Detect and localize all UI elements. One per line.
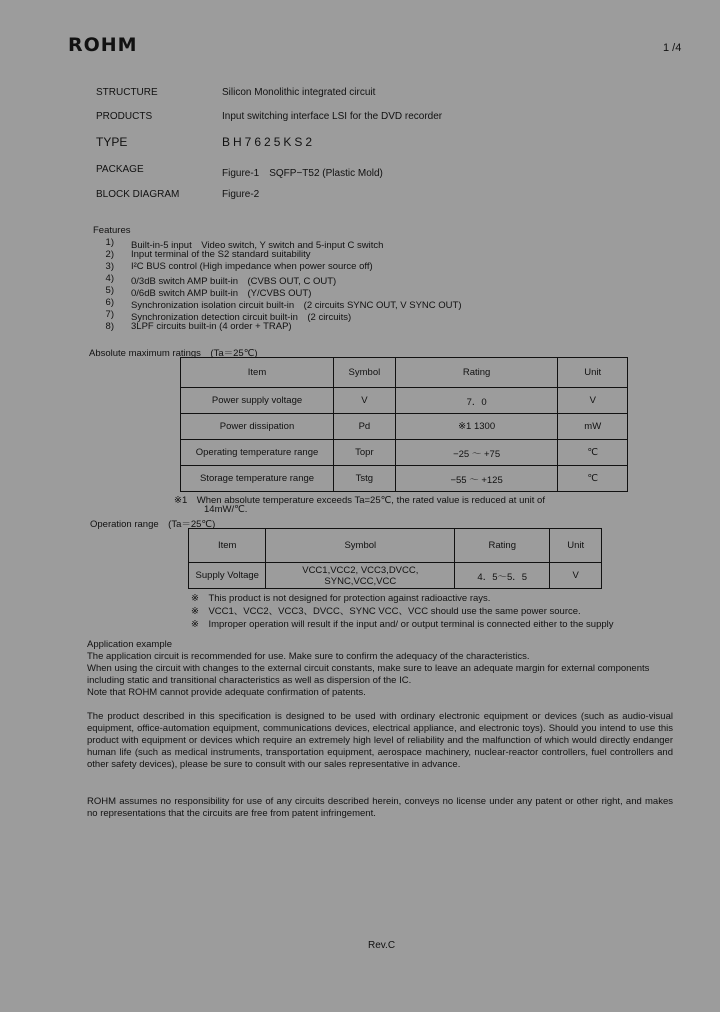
- feature-text: I²C BUS control (High impedance when power source off): [131, 261, 373, 272]
- page-number: 1 /4: [663, 42, 682, 54]
- spec-label-products: PRODUCTS: [96, 111, 153, 122]
- header-symbol: Symbol: [266, 529, 455, 563]
- cell-item: Operating temperature range: [181, 440, 334, 466]
- op-note: ※ VCC1、VCC2、VCC3、DVCC、SYNC VCC、VCC should use the same power source.: [191, 606, 581, 617]
- cell-unit: ℃: [558, 466, 628, 492]
- cell-item: Storage temperature range: [181, 466, 334, 492]
- header-item: Item: [189, 529, 266, 563]
- feature-num: 1): [105, 237, 114, 248]
- features-title: Features: [93, 225, 131, 236]
- cell-rating: 7．0: [395, 388, 558, 414]
- disclaimer-patent: ROHM assumes no responsibility for use of any circuits described herein, conveys no license under any patent or other right, and makes no representations that the circuits are free from patent infringement.: [87, 796, 673, 819]
- abs-max-table: [180, 357, 628, 492]
- feature-text: Synchronization isolation circuit built-in (2 circuits SYNC OUT, V SYNC OUT): [131, 300, 462, 311]
- application-line: Note that ROHM cannot provide adequate confirmation of patents.: [87, 687, 366, 698]
- spec-label-block-diagram: BLOCK DIAGRAM: [96, 189, 180, 200]
- feature-num: 2): [105, 249, 114, 260]
- cell-rating: −25 ～ +75: [395, 440, 558, 466]
- table-row: [181, 466, 628, 492]
- feature-text: Synchronization detection circuit built-in (2 circuits): [131, 312, 352, 323]
- op-range-table: [188, 528, 602, 589]
- feature-num: 8): [105, 321, 114, 332]
- op-note: ※ This product is not designed for protection against radioactive rays.: [191, 593, 491, 604]
- feature-num: 6): [105, 297, 114, 308]
- header-item: Item: [181, 358, 334, 388]
- spec-value-package: Figure-1 SQFP−T52 (Plastic Mold): [222, 168, 383, 179]
- header-unit: Unit: [550, 529, 602, 563]
- table-row: [189, 563, 602, 589]
- cell-symbol: Pd: [334, 414, 396, 440]
- feature-text: 3LPF circuits built-in (4 order + TRAP): [131, 321, 292, 332]
- cell-item: Supply Voltage: [189, 563, 266, 589]
- application-line: The application circuit is recommended for use. Make sure to confirm the adequacy of the characteristics.: [87, 651, 530, 662]
- feature-text: Input terminal of the S2 standard suitability: [131, 249, 311, 260]
- op-range-title: Operation range (Ta＝25℃): [90, 519, 216, 530]
- cell-rating: −55 ～ +125: [395, 466, 558, 492]
- table-row: [181, 388, 628, 414]
- spec-value-structure: Silicon Monolithic integrated circuit: [222, 87, 376, 98]
- symbol-line: VCC1,VCC2, VCC3,DVCC,: [302, 564, 419, 576]
- cell-symbol: V: [334, 388, 396, 414]
- cell-rating: 4．5～5．5: [455, 563, 550, 589]
- spec-value-type: BH7625KS2: [222, 135, 316, 149]
- header-rating: Rating: [455, 529, 550, 563]
- feature-num: 7): [105, 309, 114, 320]
- feature-num: 5): [105, 285, 114, 296]
- spec-label-structure: STRUCTURE: [96, 87, 158, 98]
- application-line: When using the circuit with changes to the external circuit constants, make sure to leave an adequate margin for external components: [87, 663, 650, 674]
- cell-unit: mW: [558, 414, 628, 440]
- op-note: ※ Improper operation will result if the input and/ or output terminal is connected either to the supply: [191, 619, 614, 630]
- spec-label-package: PACKAGE: [96, 164, 144, 175]
- table-header-row: [189, 529, 602, 563]
- spec-value-block-diagram: Figure-2: [222, 189, 260, 200]
- cell-unit: V: [550, 563, 602, 589]
- abs-max-title: Absolute maximum ratings (Ta＝25℃): [89, 348, 258, 359]
- symbol-line: SYNC,VCC,VCC: [324, 575, 397, 587]
- cell-unit: ℃: [558, 440, 628, 466]
- table-row: [181, 440, 628, 466]
- cell-rating: ※1 1300: [395, 414, 558, 440]
- cell-unit: V: [558, 388, 628, 414]
- header-unit: Unit: [558, 358, 628, 388]
- cell-item: Power supply voltage: [181, 388, 334, 414]
- cell-item: Power dissipation: [181, 414, 334, 440]
- cell-symbol: Tstg: [334, 466, 396, 492]
- abs-max-note-cont: 14mW/℃.: [204, 504, 248, 515]
- rohm-logo: ROHM: [68, 34, 138, 56]
- feature-num: 3): [105, 261, 114, 272]
- cell-symbol: [266, 563, 455, 589]
- spec-value-products: Input switching interface LSI for the DVD recorder: [222, 111, 443, 122]
- table-row: [181, 414, 628, 440]
- header-rating: Rating: [395, 358, 558, 388]
- revision: Rev.C: [368, 940, 396, 951]
- application-line: including static and transitional characteristics as well as dispersion of the IC.: [87, 675, 412, 686]
- header-symbol: Symbol: [334, 358, 396, 388]
- feature-text: 0/6dB switch AMP built-in (Y/CVBS OUT): [131, 288, 312, 299]
- spec-label-type: TYPE: [96, 135, 128, 149]
- cell-symbol: Topr: [334, 440, 396, 466]
- feature-text: Built-in-5 input Video switch, Y switch and 5-input C switch: [131, 240, 384, 251]
- disclaimer-usage: The product described in this specification is designed to be used with ordinary electronic equipment or devices (such as audio-visual equipment, office-automation equipment, communications devices, electrical appliance, and electronic toys). Should you intend to use this product with equipment or devices which require an extremely high level of reliability and the malfunction of which would directly endanger human life (such as medical instruments, transportation equipment, aerospace machinery, nuclear-reactor controllers, fuel controllers and other safety devices), please be sure to consult with our sales representative in advance.: [87, 711, 673, 770]
- application-title: Application example: [87, 639, 173, 650]
- feature-num: 4): [105, 273, 114, 284]
- feature-text: 0/3dB switch AMP built-in (CVBS OUT, C OUT): [131, 276, 337, 287]
- abs-max-note: ※1 When absolute temperature exceeds Ta=25℃, the rated value is reduced at unit of: [174, 495, 545, 506]
- table-header-row: [181, 358, 628, 388]
